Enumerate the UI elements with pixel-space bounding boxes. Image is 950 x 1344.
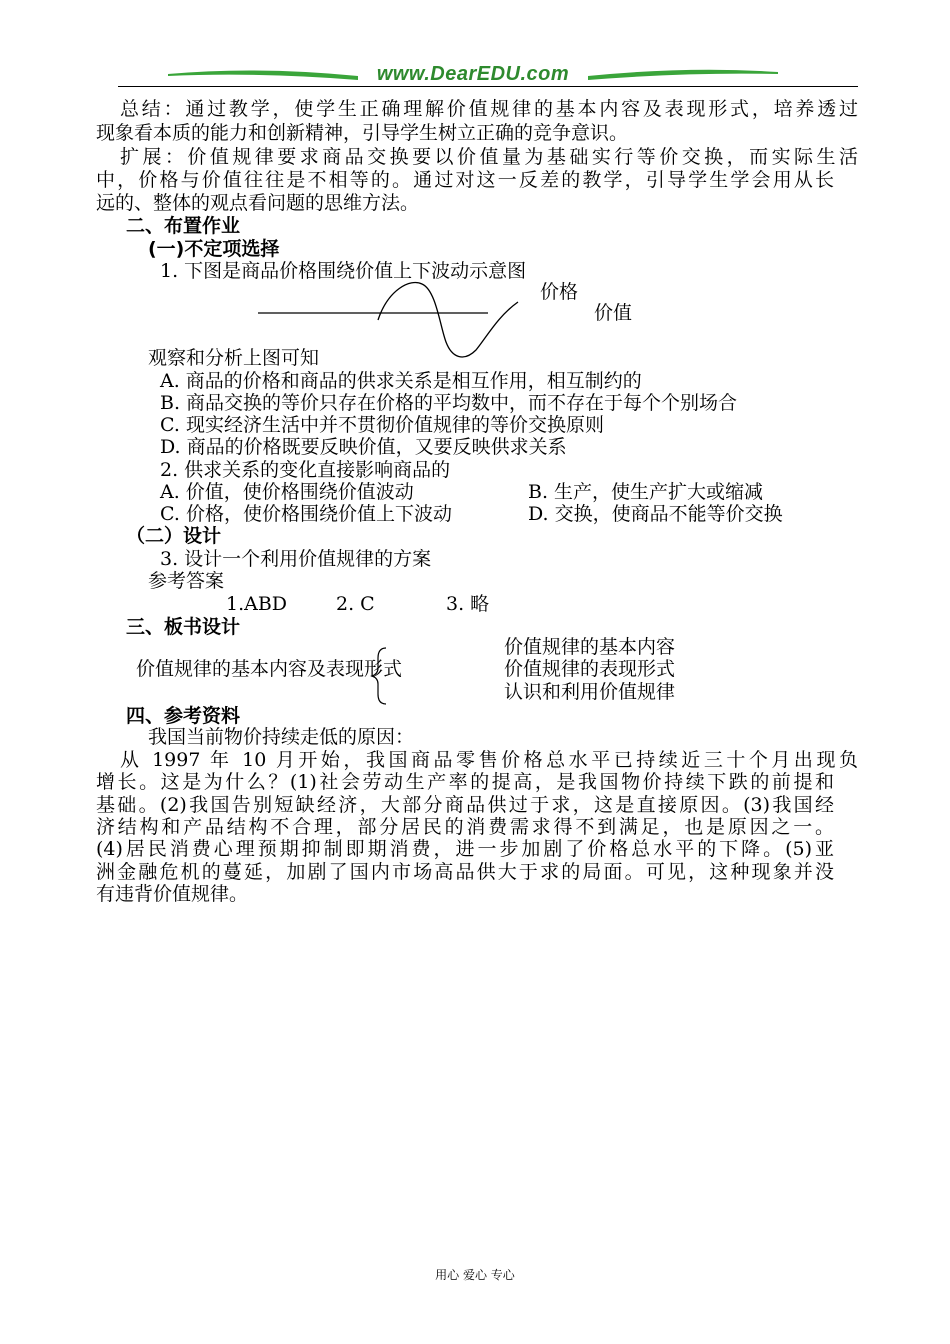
reference-line-6: 洲金融危机的蔓延，加剧了国内市场高品供大于求的局面。可见，这种现象并没 [96, 861, 834, 883]
summary-line-2: 现象看本质的能力和创新精神，引导学生树立正确的竞争意识。 [96, 122, 629, 144]
summary-line-1: 总结：通过教学，使学生正确理解价值规律的基本内容及表现形式，培养透过 [120, 98, 858, 120]
q2-option-c: C. 价格，使价格围绕价值上下波动 [160, 503, 452, 525]
reference-line-4: 济结构和产品结构不合理，部分居民的消费需求得不到满足，也是原因之一。 [96, 816, 834, 838]
homework-sub-heading-2: （二）设计 [126, 525, 222, 547]
reference-line-3: 基础。(2)我国告别短缺经济，大部分商品供过于求，这是直接原因。(3)我国经 [96, 794, 834, 816]
answer-3: 3. 略 [446, 593, 490, 615]
q1-option-a: A. 商品的价格和商品的供求关系是相互作用，相互制约的 [160, 370, 642, 392]
board-item-1: 价值规律的基本内容 [504, 636, 676, 658]
reference-heading: 四、参考资料 [126, 705, 241, 727]
q1-option-d: D. 商品的价格既要反映价值，又要反映供求关系 [160, 436, 567, 458]
board-brace [370, 646, 390, 706]
homework-heading: 二、布置作业 [126, 215, 241, 237]
price-curve [378, 283, 518, 357]
extension-line-2: 中，价格与价值往往是不相等的。通过对这一反差的教学，引导学生学会用从长 [96, 169, 834, 191]
question-3: 3. 设计一个利用价值规律的方案 [160, 548, 432, 570]
homework-sub-heading-1: (一)不定项选择 [148, 238, 280, 260]
q1-option-b: B. 商品交换的等价只存在价格的平均数中，而不存在于每个个别场合 [160, 392, 738, 414]
figure-label-price: 价格 [540, 281, 579, 303]
reference-line-2: 增长。这是为什么？(1)社会劳动生产率的提高，是我国物价持续下跌的前提和 [96, 771, 834, 793]
reference-line-1: 从 1997 年 10 月开始，我国商品零售价格总水平已持续近三十个月出现负 [120, 749, 858, 771]
reference-line-5: (4)居民消费心理预期抑制即期消费，进一步加剧了价格总水平的下降。(5)亚 [96, 838, 834, 860]
answers-label: 参考答案 [148, 570, 225, 592]
figure-label-value: 价值 [594, 302, 633, 324]
board-item-2: 价值规律的表现形式 [504, 658, 676, 680]
board-item-3: 认识和利用价值规律 [504, 681, 676, 703]
page-footer: 用心 爱心 专心 [435, 1268, 515, 1282]
extension-line-1: 扩展：价值规律要求商品交换要以价值量为基础实行等价交换，而实际生活 [120, 146, 858, 168]
q2-option-d: D. 交换，使商品不能等价交换 [528, 503, 783, 525]
q2-option-a: A. 价值，使价格围绕价值波动 [160, 481, 414, 503]
answer-1: 1.ABD [226, 593, 288, 615]
reference-line-7: 有违背价值规律。 [96, 883, 249, 905]
observe-prompt: 观察和分析上图可知 [148, 347, 320, 369]
q1-option-c: C. 现实经济生活中并不贯彻价值规律的等价交换原则 [160, 414, 604, 436]
answer-2: 2. C [336, 593, 375, 615]
reference-title: 我国当前物价持续走低的原因： [148, 726, 415, 748]
header-site-url: www.DearEDU.com [376, 63, 570, 85]
header-banner [168, 60, 778, 88]
header-rule [118, 86, 858, 87]
q2-option-b: B. 生产，使生产扩大或缩减 [528, 481, 764, 503]
extension-line-3: 远的、整体的观点看问题的思维方法。 [96, 192, 420, 214]
question-2: 2. 供求关系的变化直接影响商品的 [160, 459, 451, 481]
board-heading: 三、板书设计 [126, 616, 241, 638]
board-main-topic: 价值规律的基本内容及表现形式 [136, 658, 403, 680]
question-1: 1. 下图是商品价格围绕价值上下波动示意图 [160, 260, 527, 282]
